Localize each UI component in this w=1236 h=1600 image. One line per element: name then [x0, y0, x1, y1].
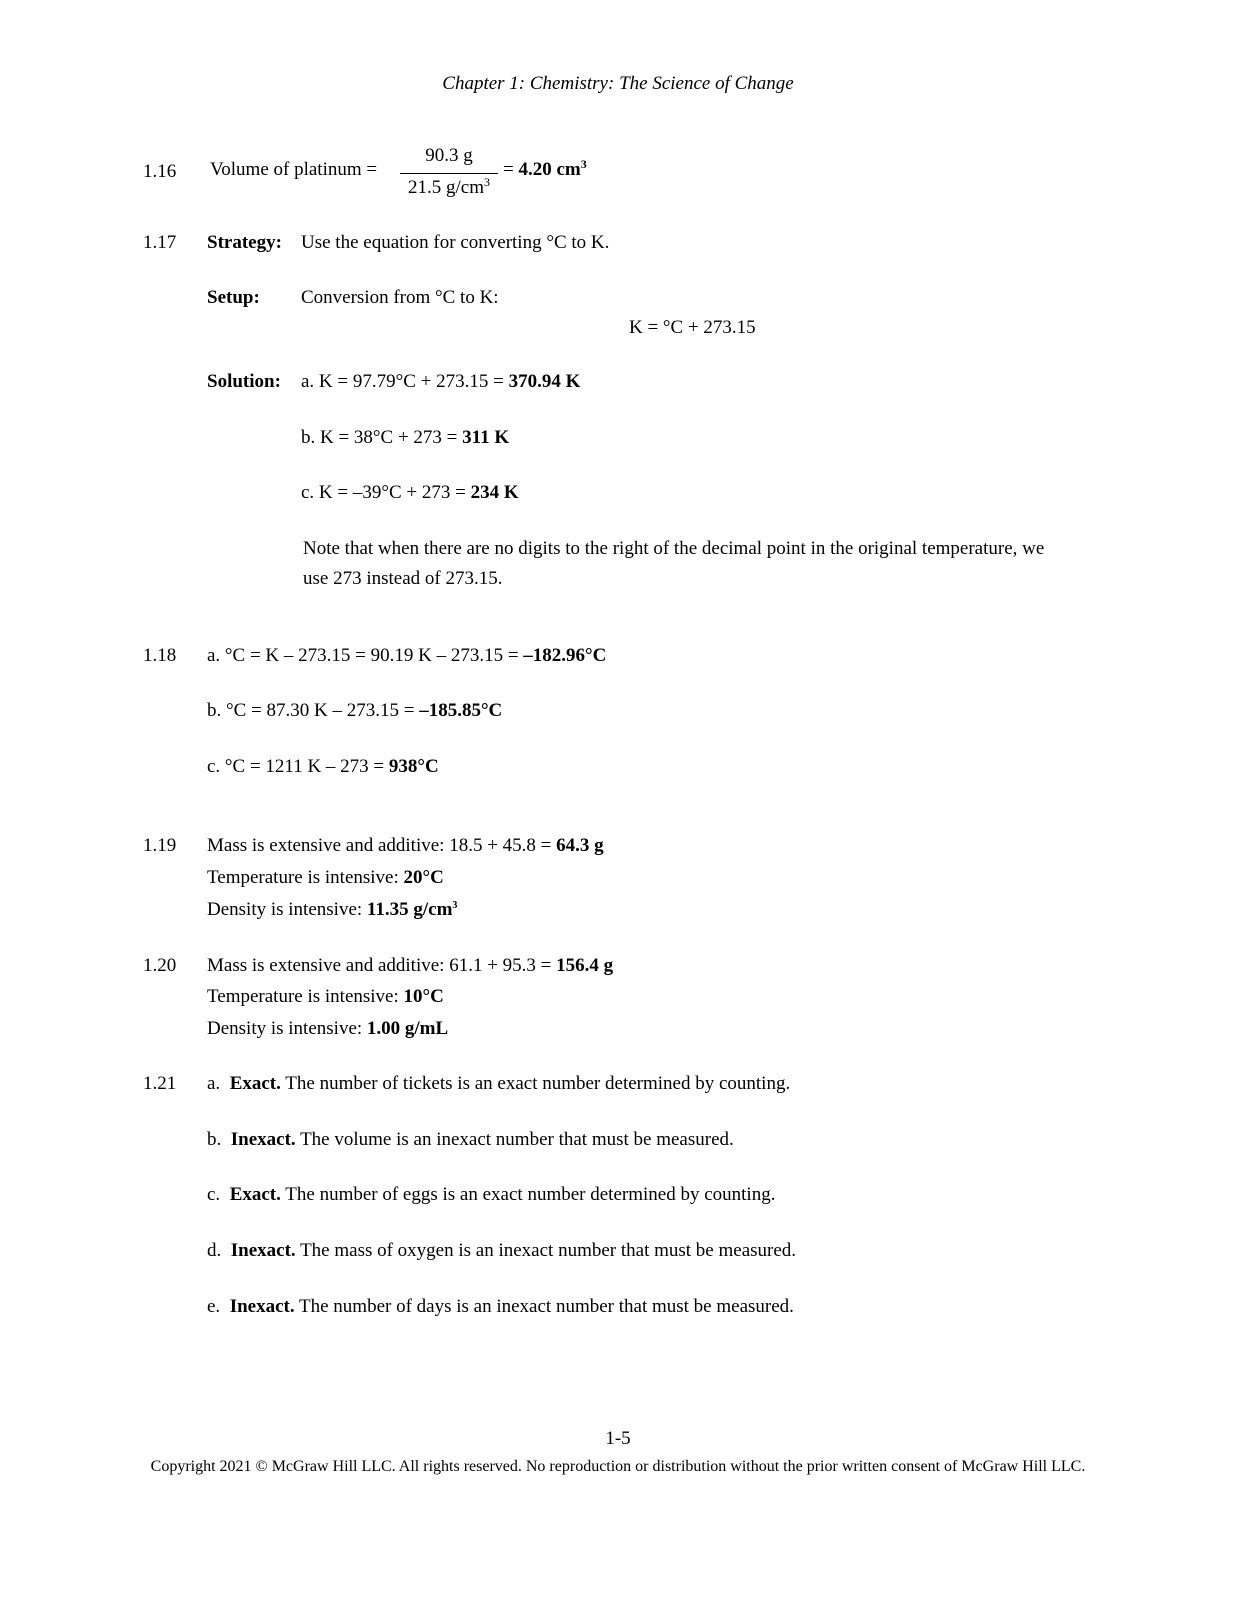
temperature-line-1-20: Temperature is intensive: 10°C	[207, 986, 444, 1007]
copyright-notice: Copyright 2021 © McGraw Hill LLC. All rights reserved. No reproduction or distribution without the prior written consent of McGraw Hill LLC.	[150, 1458, 1086, 1475]
answer-1-21-a: a. Exact. The number of tickets is an exact number determined by counting.	[207, 1073, 791, 1094]
answer-1-21-c: c. Exact. The number of eggs is an exact number determined by counting.	[207, 1184, 776, 1205]
answer-1-21-b: b. Inexact. The volume is an inexact number that must be measured.	[207, 1129, 734, 1150]
strategy-text: Use the equation for converting °C to K.	[301, 232, 610, 253]
answer-1-18-b: b. °C = 87.30 K – 273.15 = –185.85°C	[207, 700, 503, 721]
setup-label: Setup:	[207, 287, 260, 308]
fraction-numerator: 90.3 g	[425, 145, 473, 166]
strategy-label: Strategy:	[207, 232, 282, 253]
page-number: 1-5	[605, 1428, 631, 1449]
volume-label: Volume of platinum =	[210, 159, 378, 180]
answer-1-21-e: e. Inexact. The number of days is an inexact number that must be measured.	[207, 1296, 794, 1317]
density-line-1-20: Density is intensive: 1.00 g/mL	[207, 1018, 449, 1039]
problem-number-1-17: 1.17	[143, 232, 177, 253]
conversion-formula: K = °C + 273.15	[629, 317, 756, 338]
problem-number-1-16: 1.16	[143, 161, 177, 182]
volume-result: = 4.20 $cm^3$	[503, 157, 587, 180]
mass-line-1-20: Mass is extensive and additive: 61.1 + 95.3 = 156.4 g	[207, 955, 614, 976]
answer-1-18-a: a. °C = K – 273.15 = 90.19 K – 273.15 = –182.96°C	[207, 645, 607, 666]
volume-answer: 4.20 $cm^3$	[518, 157, 587, 180]
problem-number-1-21: 1.21	[143, 1073, 177, 1094]
problem-number-1-19: 1.19	[143, 835, 177, 856]
setup-text: Conversion from °C to K:	[301, 287, 499, 308]
fraction-denominator: 21.5 $g/cm^3$	[408, 175, 490, 198]
fraction-bar	[400, 173, 498, 174]
solution-label: Solution:	[207, 371, 281, 392]
temperature-line-1-19: Temperature is intensive: 20°C	[207, 867, 444, 888]
chapter-header: Chapter 1: Chemistry: The Science of Change	[442, 73, 794, 94]
problem-number-1-18: 1.18	[143, 645, 177, 666]
solution-b: b. K = 38°C + 273 = 311 K	[301, 427, 510, 448]
volume-fraction	[400, 145, 498, 200]
density-line-1-19: Density is intensive: 11.35 $g/cm^3$	[207, 899, 458, 920]
mass-line-1-19: Mass is extensive and additive: 18.5 + 45.8 = 64.3 g	[207, 835, 604, 856]
note-paragraph: Note that when there are no digits to the right of the decimal point in the original temperature, we use 273 instead of 273.15.	[303, 538, 1045, 589]
answer-1-21-d: d. Inexact. The mass of oxygen is an inexact number that must be measured.	[207, 1240, 797, 1261]
solution-a: a. K = 97.79°C + 273.15 = 370.94 K	[301, 371, 581, 392]
solution-c: c. K = –39°C + 273 = 234 K	[301, 482, 519, 503]
answer-1-18-c: c. °C = 1211 K – 273 = 938°C	[207, 756, 439, 777]
problem-number-1-20: 1.20	[143, 955, 177, 976]
